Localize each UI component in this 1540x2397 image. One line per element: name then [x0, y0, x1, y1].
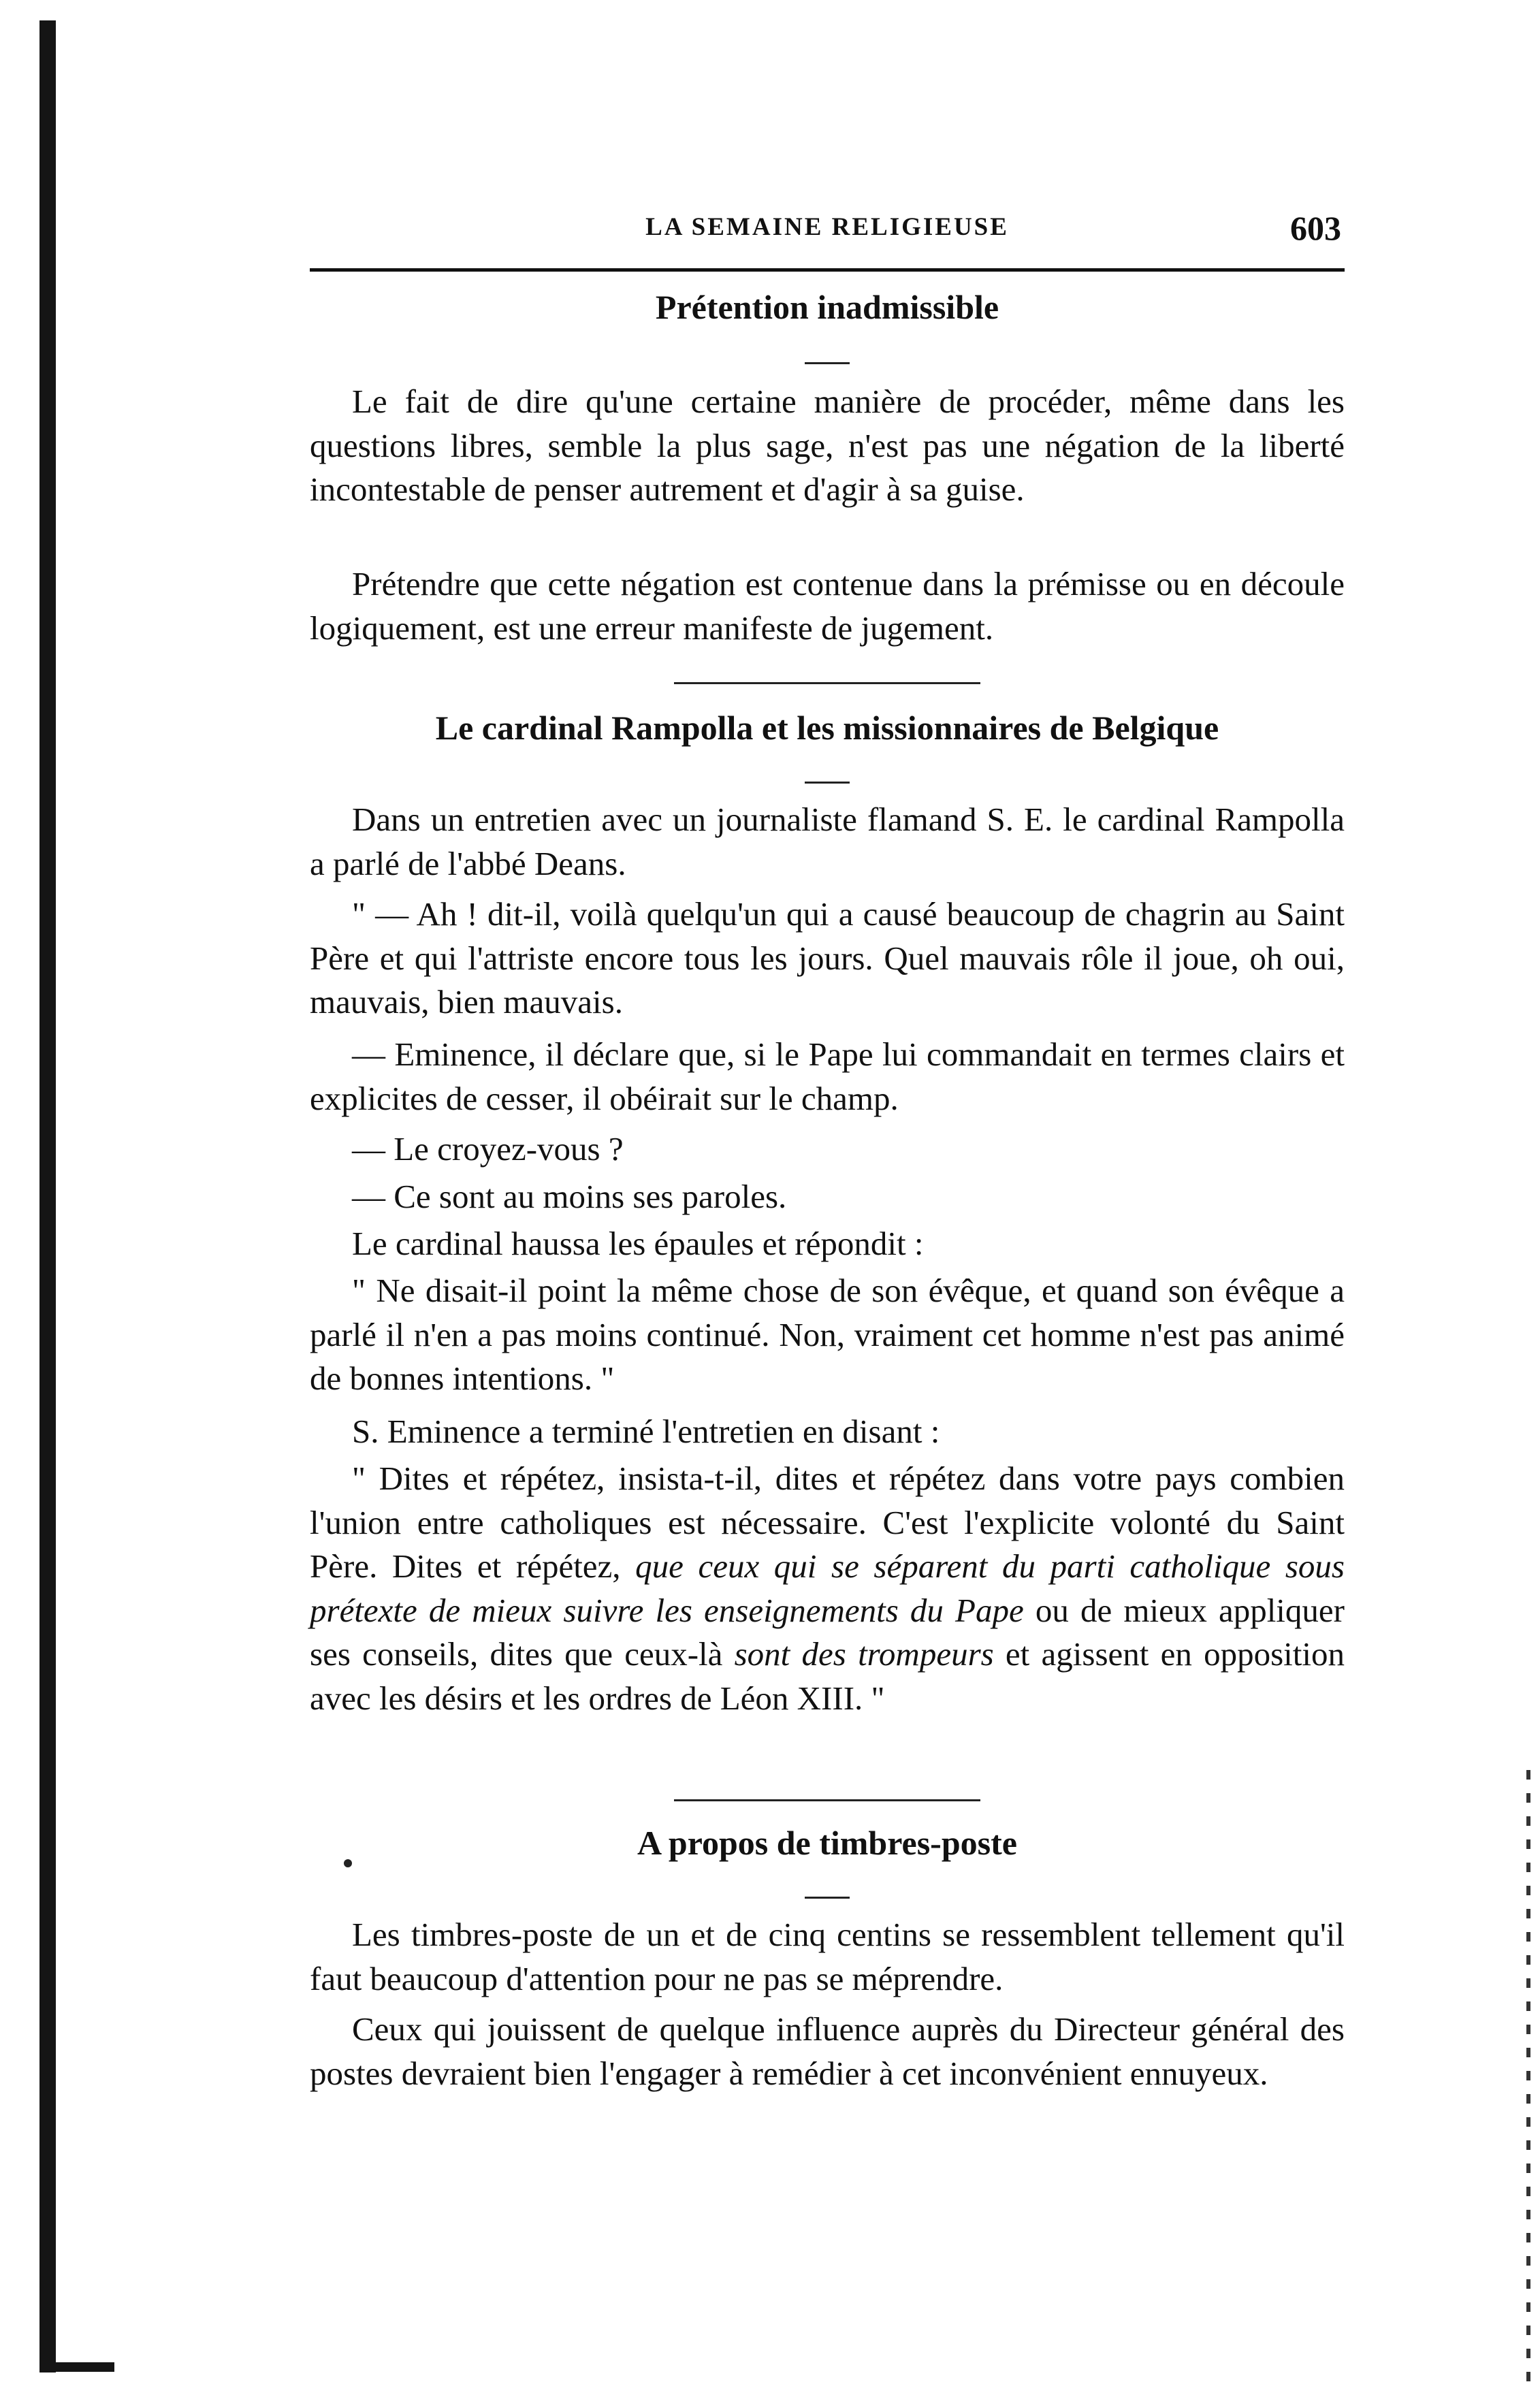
paragraph: Dans un entretien avec un journaliste flamand S. E. le cardinal Rampolla a parlé de l'abbé Deans. [310, 801, 1345, 882]
running-head-title: LA SEMAINE RELIGIEUSE [645, 213, 1009, 241]
paragraph: " — Ah ! dit-il, voilà quelqu'un qui a causé beaucoup de chagrin au Saint Père et qui l'attriste encore tous les jours. Quel mauvais rôle il joue, oh oui, mauvais, bien mauvais. [310, 895, 1345, 1020]
paragraph: — Le croyez-vous ? [352, 1130, 624, 1168]
quote-italic: sont des trompeurs [734, 1635, 994, 1673]
heading-dash [805, 782, 850, 784]
section-separator [674, 1799, 980, 1801]
section-heading-rampolla: Le cardinal Rampolla et les missionnaires de Belgique [435, 709, 1219, 747]
quote-text: ou de mieux appliquer ses conseils, dites que ceux-là [310, 1591, 1345, 1673]
paragraph: — Eminence, il déclare que, si le Pape lui commandait en termes clairs et explicites de cesser, il obéirait sur le champ. [310, 1035, 1345, 1117]
section-heading-pretention: Prétention inadmissible [655, 288, 999, 326]
quote-italic: que ceux qui se séparent du parti catholique sous prétexte de mieux suivre les enseignements du Pape [310, 1547, 1345, 1629]
paragraph: — Ce sont au moins ses paroles. [352, 1178, 787, 1215]
paragraph: Prétendre que cette négation est contenue dans la prémisse ou en découle logiquement, est une erreur manifeste de jugement. [310, 565, 1345, 647]
header-rule [310, 268, 1345, 272]
paragraph: Les timbres-poste de un et de cinq centins se ressemblent tellement qu'il faut beaucoup d'attention pour ne pas se méprendre. [310, 1916, 1345, 1997]
paragraph: S. Eminence a terminé l'entretien en disant : [352, 1413, 940, 1450]
paragraph: " Ne disait-il point la même chose de son évêque, et quand son évêque a parlé il n'en a pas moins continué. Non, vraiment cet homme n'est pas animé de bonnes intentions. " [310, 1272, 1345, 1397]
page-edge-marks [1526, 1770, 1530, 2383]
page-number: 603 [1290, 209, 1341, 247]
paragraph: Le fait de dire qu'une certaine manière de procéder, même dans les questions libres, semble la plus sage, n'est pas une négation de la liberté incontestable de penser autrement et d'agir à sa guise. [310, 383, 1345, 508]
binding-edge [39, 20, 56, 2372]
quote-text: et agissent en opposition avec les désirs et les ordres de Léon XIII. " [310, 1635, 1345, 1717]
section-heading-timbres: A propos de timbres-poste [637, 1824, 1017, 1862]
binding-edge-foot [39, 2362, 114, 2372]
paragraph-final-quote [310, 1457, 1345, 1720]
section-separator [674, 682, 980, 684]
paragraph: Ceux qui jouissent de quelque influence auprès du Directeur général des postes devraient bien l'engager à remédier à cet inconvénient ennuyeux. [310, 2010, 1345, 2092]
running-head [313, 209, 1341, 253]
heading-dash [805, 1897, 850, 1899]
quote-text: " Dites et répétez, insista-t-il, dites et répétez dans votre pays combien l'union entre catholiques est nécessaire. C'est l'explicite volonté du Saint Père. Dites et répétez, [310, 1460, 1345, 1585]
paragraph: Le cardinal haussa les épaules et répondit : [352, 1225, 924, 1262]
heading-dash [805, 362, 850, 364]
